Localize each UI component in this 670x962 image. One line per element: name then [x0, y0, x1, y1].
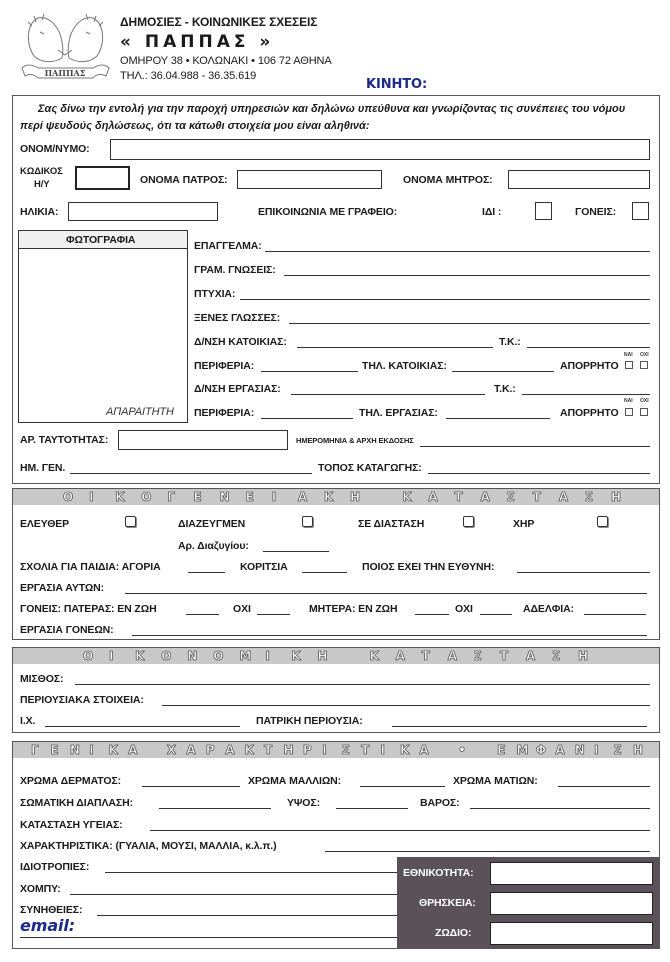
siblings-label: ΑΔΕΛΦΙΑ:: [523, 603, 574, 615]
home-confidential-label: ΑΠΟΡΡΗΤΟ: [560, 360, 619, 372]
title-letter: Α: [558, 490, 569, 504]
parents-work-label: ΕΡΓΑΣΙΑ ΓΟΝΕΩΝ:: [20, 624, 114, 636]
features-label: ΧΑΡΑΚΤΗΡΙΣΤΙΚΑ: (ΓΥΑΛΙΑ, ΜΟΥΣΙ, ΜΑΛΛΙΑ, κ.λ.π.): [20, 840, 277, 852]
height-field[interactable]: [336, 808, 408, 809]
quirks-label: ΙΔΙΟΤΡΟΠΙΕΣ:: [20, 861, 90, 873]
assets-field[interactable]: [162, 705, 650, 706]
title-letter: Κ: [291, 649, 301, 663]
degrees-label: ΠΤΥΧΙΑ:: [194, 288, 236, 300]
responsible-field[interactable]: [517, 572, 650, 573]
title-letter: Ι: [109, 649, 114, 663]
title-letter: Ε: [193, 490, 202, 504]
children-boys-label: ΣΧΟΛΙΑ ΓΙΑ ΠΑΙΔΙΑ: ΑΓΟΡΙΑ: [20, 561, 161, 573]
father-no-label: ΟΧΙ: [233, 603, 251, 615]
education-field[interactable]: [284, 275, 650, 276]
languages-label: ΞΕΝΕΣ ΓΛΩΣΣΕΣ:: [194, 312, 281, 324]
title-letter: Ε: [50, 743, 59, 757]
title-letter: Φ: [535, 743, 547, 757]
single-checkbox[interactable]: [125, 516, 136, 527]
title-letter: Ο: [213, 649, 224, 663]
skin-color-field[interactable]: [142, 786, 240, 787]
nationality-label: ΕΘΝΙΚΟΤΗΤΑ:: [403, 867, 474, 879]
family-title-bar: [13, 489, 659, 505]
title-letter: Ι: [89, 743, 94, 757]
id-number-label: ΑΡ. ΤΑΥΤΟΤΗΤΑΣ:: [20, 434, 109, 446]
age-label: ΗΛΙΚΙΑ:: [20, 206, 59, 218]
assets-label: ΠΕΡΙΟΥΣΙΑΚΑ ΣΤΟΙΧΕΙΑ:: [20, 694, 144, 706]
siblings-field[interactable]: [584, 614, 646, 615]
eye-color-field[interactable]: [558, 786, 650, 787]
title-letter: Η: [350, 490, 361, 504]
habits-label: ΣΥΝΗΘΕΙΕΣ:: [20, 904, 83, 916]
car-field[interactable]: [45, 726, 240, 727]
code-label-2: Η/Υ: [34, 179, 50, 190]
boys-field[interactable]: [188, 572, 225, 573]
origin-label: ΤΟΠΟΣ ΚΑΤΑΓΩΓΗΣ:: [318, 462, 422, 474]
title-letter: Ι: [322, 743, 327, 757]
email-field[interactable]: [20, 937, 397, 938]
title-letter: Κ: [369, 649, 379, 663]
work-postcode-field[interactable]: [522, 394, 650, 395]
title-letter: Σ: [584, 490, 594, 504]
title-letter: Κ: [399, 743, 410, 757]
degrees-field[interactable]: [240, 299, 650, 300]
weight-field[interactable]: [470, 808, 650, 809]
zodiac-field[interactable]: [490, 922, 653, 945]
title-letter: Ο: [63, 490, 74, 504]
work-address-field[interactable]: [291, 394, 485, 395]
health-label: ΚΑΤΑΣΤΑΣΗ ΥΓΕΙΑΣ:: [20, 819, 123, 831]
identity-panel: [397, 857, 659, 949]
habits-field[interactable]: [97, 915, 397, 916]
title-letter: Τ: [361, 743, 370, 757]
title-letter: Ρ: [205, 743, 215, 757]
title-letter: Κ: [115, 490, 125, 504]
title-letter: Ε: [497, 743, 506, 757]
title-letter: Ι: [89, 490, 94, 504]
widowed-checkbox[interactable]: [597, 516, 608, 527]
father-name-field[interactable]: [237, 170, 382, 189]
title-letter: Κ: [323, 490, 334, 504]
zodiac-label: ΖΩΔΙΟ:: [435, 927, 472, 939]
inherited-field[interactable]: [392, 726, 647, 727]
title-letter: Κ: [402, 490, 412, 504]
home-phone-label: ΤΗΛ. ΚΑΤΟΙΚΙΑΣ:: [362, 360, 447, 372]
hobby-label: ΧΟΜΠΥ:: [20, 883, 61, 895]
title-letter: Τ: [421, 649, 430, 663]
title-letter: •: [458, 743, 466, 757]
handwritten-email: email:: [20, 916, 76, 935]
salary-field[interactable]: [75, 684, 650, 685]
id-number-field[interactable]: [118, 430, 288, 450]
title-letter: Η: [611, 490, 622, 504]
title-letter: Α: [297, 490, 308, 504]
title-letter: Ι: [265, 649, 270, 663]
salary-label: ΜΙΣΘΟΣ:: [20, 673, 64, 685]
issue-date-label: ΗΜΕΡΟΜΗΝΙΑ & ΑΡΧΗ ΕΚΔΟΣΗΣ: [296, 436, 414, 445]
father-alive-label: ΓΟΝΕΙΣ: ΠΑΤΕΡΑΣ: ΕΝ ΖΩΗ: [20, 603, 157, 615]
general-title-bar: [13, 742, 659, 758]
title-letter: Μ: [239, 649, 252, 663]
title-letter: Α: [447, 649, 458, 663]
self-label: ΙΔΙ :: [482, 206, 502, 218]
title-letter: Ρ: [302, 743, 312, 757]
father-name-label: ΟΝΟΜΑ ΠΑΤΡΟΣ:: [140, 174, 228, 186]
svg-text:ΠΑΠΠΑΣ: ΠΑΠΠΑΣ: [44, 68, 86, 78]
mother-no-label: ΟΧΙ: [455, 603, 473, 615]
inherited-label: ΠΑΤΡΙΚΗ ΠΕΡΙΟΥΣΙΑ:: [256, 715, 363, 727]
title-letter: Ι: [380, 743, 386, 757]
title-letter: Ο: [161, 649, 172, 663]
name-field[interactable]: [110, 139, 650, 160]
mother-no-field[interactable]: [480, 614, 512, 615]
religion-label: ΘΡΗΣΚΕΙΑ:: [419, 897, 476, 909]
name-label: ΟΝΟΜ/ΝΥΜΟ:: [20, 143, 90, 155]
mother-name-label: ΟΝΟΜΑ ΜΗΤΡΟΣ:: [403, 174, 493, 186]
home-postcode-field[interactable]: [527, 347, 650, 348]
title-letter: Σ: [613, 743, 622, 757]
divorced-checkbox[interactable]: [302, 516, 313, 527]
title-letter: Α: [480, 490, 490, 504]
divorce-number-label: Αρ. Διαζυγίου:: [178, 540, 249, 552]
languages-field[interactable]: [289, 323, 650, 324]
work-postcode-label: Τ.Κ.:: [494, 383, 516, 395]
weight-label: ΒΑΡΟΣ:: [420, 797, 460, 809]
divorce-number-field[interactable]: [263, 551, 329, 552]
work-phone-field[interactable]: [446, 418, 550, 419]
home-address-field[interactable]: [297, 347, 493, 348]
lions-logo-icon: [18, 10, 113, 82]
home-region-label: ΠΕΡΙΦΕΡΙΑ:: [194, 360, 255, 372]
yes-label-2: ΝΑΙ: [624, 398, 633, 404]
home-confidential-no-checkbox[interactable]: [640, 361, 648, 369]
eye-color-label: ΧΡΩΜΑ ΜΑΤΙΩΝ:: [453, 775, 538, 787]
parents-checkbox[interactable]: [632, 202, 649, 220]
mother-alive-label: ΜΗΤΕΡΑ: ΕΝ ΖΩΗ: [309, 603, 398, 615]
title-letter: Η: [633, 743, 644, 757]
hair-color-label: ΧΡΩΜΑ ΜΑΛΛΙΩΝ:: [248, 775, 342, 787]
title-letter: Ε: [245, 490, 254, 504]
widowed-label: ΧΗΡ: [513, 518, 535, 530]
company-type: ΔΗΜΟΣΙΕΣ - ΚΟΙΝΩΝΙΚΕΣ ΣΧΕΣΕΙΣ: [120, 15, 318, 29]
title-letter: Α: [525, 649, 536, 663]
title-letter: Ν: [187, 649, 198, 663]
work-confidential-label: ΑΠΟΡΡΗΤΟ: [560, 407, 619, 419]
title-letter: Σ: [506, 490, 515, 504]
handwritten-mobile: ΚΙΝΗΤΟ:: [366, 77, 428, 92]
children-work-field[interactable]: [125, 593, 647, 594]
birth-date-field[interactable]: [70, 473, 312, 474]
age-field[interactable]: [68, 202, 218, 221]
title-letter: Η: [578, 649, 589, 663]
title-letter: Σ: [551, 649, 561, 663]
work-address-label: Δ/ΝΣΗ ΕΡΓΑΣΙΑΣ:: [194, 383, 281, 395]
work-region-label: ΠΕΡΙΦΕΡΙΑ:: [194, 407, 255, 419]
photo-title: ΦΩΤΟΓΡΑΦΙΑ: [66, 234, 136, 246]
title-letter: Κ: [108, 743, 118, 757]
title-letter: Σ: [473, 649, 482, 663]
work-confidential-yes-checkbox[interactable]: [625, 408, 633, 416]
height-label: ΥΨΟΣ:: [287, 797, 320, 809]
photo-box[interactable]: [18, 230, 188, 423]
children-work-label: ΕΡΓΑΣΙΑ ΑΥΤΩΝ:: [20, 582, 105, 594]
girls-field[interactable]: [302, 572, 347, 573]
title-letter: Τ: [454, 490, 463, 504]
title-letter: Τ: [499, 649, 509, 663]
title-letter: Η: [283, 743, 294, 757]
home-confidential-yes-checkbox[interactable]: [625, 361, 633, 369]
title-letter: Τ: [532, 490, 541, 504]
profession-field[interactable]: [265, 251, 650, 252]
title-letter: Μ: [516, 743, 529, 757]
title-letter: Η: [317, 649, 328, 663]
title-letter: Α: [428, 490, 438, 504]
title-letter: Α: [186, 743, 196, 757]
title-letter: Χ: [166, 743, 177, 757]
home-phone-field[interactable]: [452, 371, 554, 372]
single-label: ΕΛΕΥΘΕΡ: [20, 518, 70, 530]
yes-label: ΝΑΙ: [624, 352, 633, 358]
computer-code-field[interactable]: [75, 166, 130, 190]
skin-color-label: ΧΡΩΜΑ ΔΕΡΜΑΤΟΣ:: [20, 775, 121, 787]
mother-alive-field[interactable]: [415, 614, 449, 615]
nationality-field[interactable]: [490, 862, 653, 885]
no-label: ΟΧΙ: [640, 352, 649, 358]
photo-required: ΑΠΑΡΑΙΤΗΤΗ: [106, 406, 174, 418]
title-letter: Κ: [135, 649, 145, 663]
features-field[interactable]: [325, 851, 650, 852]
title-letter: Γ: [31, 743, 39, 757]
contact-office-label: ΕΠΙΚΟΙΝΩΝΙΑ ΜΕ ΓΡΑΦΕΙΟ:: [258, 206, 398, 218]
title-letter: Ο: [141, 490, 152, 504]
responsible-label: ΠΟΙΟΣ ΕΧΕΙ ΤΗΝ ΕΥΘΥΝΗ:: [362, 561, 495, 573]
car-label: Ι.Χ.: [20, 715, 36, 727]
mother-name-field[interactable]: [508, 170, 650, 189]
build-field[interactable]: [159, 808, 271, 809]
separated-checkbox[interactable]: [463, 516, 474, 527]
title-letter: Α: [419, 743, 429, 757]
girls-label: ΚΟΡΙΤΣΙΑ: [240, 561, 288, 573]
company-phone: ΤΗΛ.: 36.04.988 - 36.35.619: [120, 70, 257, 82]
logo: [18, 10, 113, 82]
issue-date-field[interactable]: [420, 446, 650, 447]
financial-title-bar: [13, 648, 659, 664]
title-letter: Α: [128, 743, 138, 757]
quirks-field[interactable]: [105, 872, 397, 873]
no-label-2: ΟΧΙ: [640, 398, 649, 404]
title-letter: Κ: [244, 743, 254, 757]
hobby-field[interactable]: [70, 894, 397, 895]
divorced-label: ΔΙΑΖΕΥΓΜΕΝ: [178, 518, 246, 530]
title-letter: Α: [225, 743, 235, 757]
title-letter: Ν: [69, 743, 80, 757]
declaration-text: Σας δίνω την εντολή για την παροχή υπηρεσιών και δηλώνω υπεύθυνα και γνωρίζοντας τις συνέπειες του νόμου περί ψευδούς δηλώσεως, ότι τα κάτωθι στοιχεία μου είναι αληθινά:: [20, 103, 626, 132]
home-postcode-label: Τ.Κ.:: [499, 336, 521, 348]
parents-contact-label: ΓΟΝΕΙΣ:: [575, 206, 617, 218]
work-confidential-no-checkbox[interactable]: [640, 408, 648, 416]
home-address-label: Δ/ΝΣΗ ΚΑΤΟΙΚΙΑΣ:: [194, 336, 287, 348]
hair-color-field[interactable]: [360, 786, 445, 787]
work-region-field[interactable]: [261, 418, 353, 419]
code-label: ΚΩΔΙΚΟΣ: [20, 166, 63, 177]
title-letter: Ν: [219, 490, 230, 504]
title-letter: Τ: [264, 743, 273, 757]
home-region-field[interactable]: [261, 371, 358, 372]
father-alive-field[interactable]: [186, 614, 219, 615]
profession-label: ΕΠΑΓΓΕΛΜΑ:: [194, 240, 262, 252]
title-letter: Ν: [574, 743, 585, 757]
birth-date-label: ΗΜ. ΓΕΝ.: [20, 462, 66, 474]
company-brand: « ΠΑΠΠΑΣ »: [120, 32, 275, 52]
health-field[interactable]: [150, 830, 650, 831]
title-letter: Σ: [341, 743, 350, 757]
title-letter: Ο: [83, 649, 94, 663]
parents-work-field[interactable]: [132, 635, 647, 636]
work-phone-label: ΤΗΛ. ΕΡΓΑΣΙΑΣ:: [359, 407, 438, 419]
title-letter: Α: [395, 649, 405, 663]
title-letter: Γ: [167, 490, 176, 504]
build-label: ΣΩΜΑΤΙΚΗ ΔΙΑΠΛΑΣΗ:: [20, 797, 133, 809]
company-address: ΟΜΗΡΟΥ 38 • ΚΟΛΩΝΑΚΙ • 106 72 ΑΘΗΝΑ: [120, 55, 332, 67]
father-no-field[interactable]: [257, 614, 290, 615]
education-label: ΓΡΑΜ. ΓΝΩΣΕΙΣ:: [194, 264, 276, 276]
self-checkbox[interactable]: [535, 202, 552, 220]
title-letter: Ι: [594, 743, 599, 757]
religion-field[interactable]: [490, 892, 653, 915]
title-letter: Α: [555, 743, 565, 757]
origin-field[interactable]: [428, 473, 650, 474]
title-letter: Ι: [271, 490, 277, 504]
separated-label: ΣΕ ΔΙΑΣΤΑΣΗ: [358, 518, 425, 530]
